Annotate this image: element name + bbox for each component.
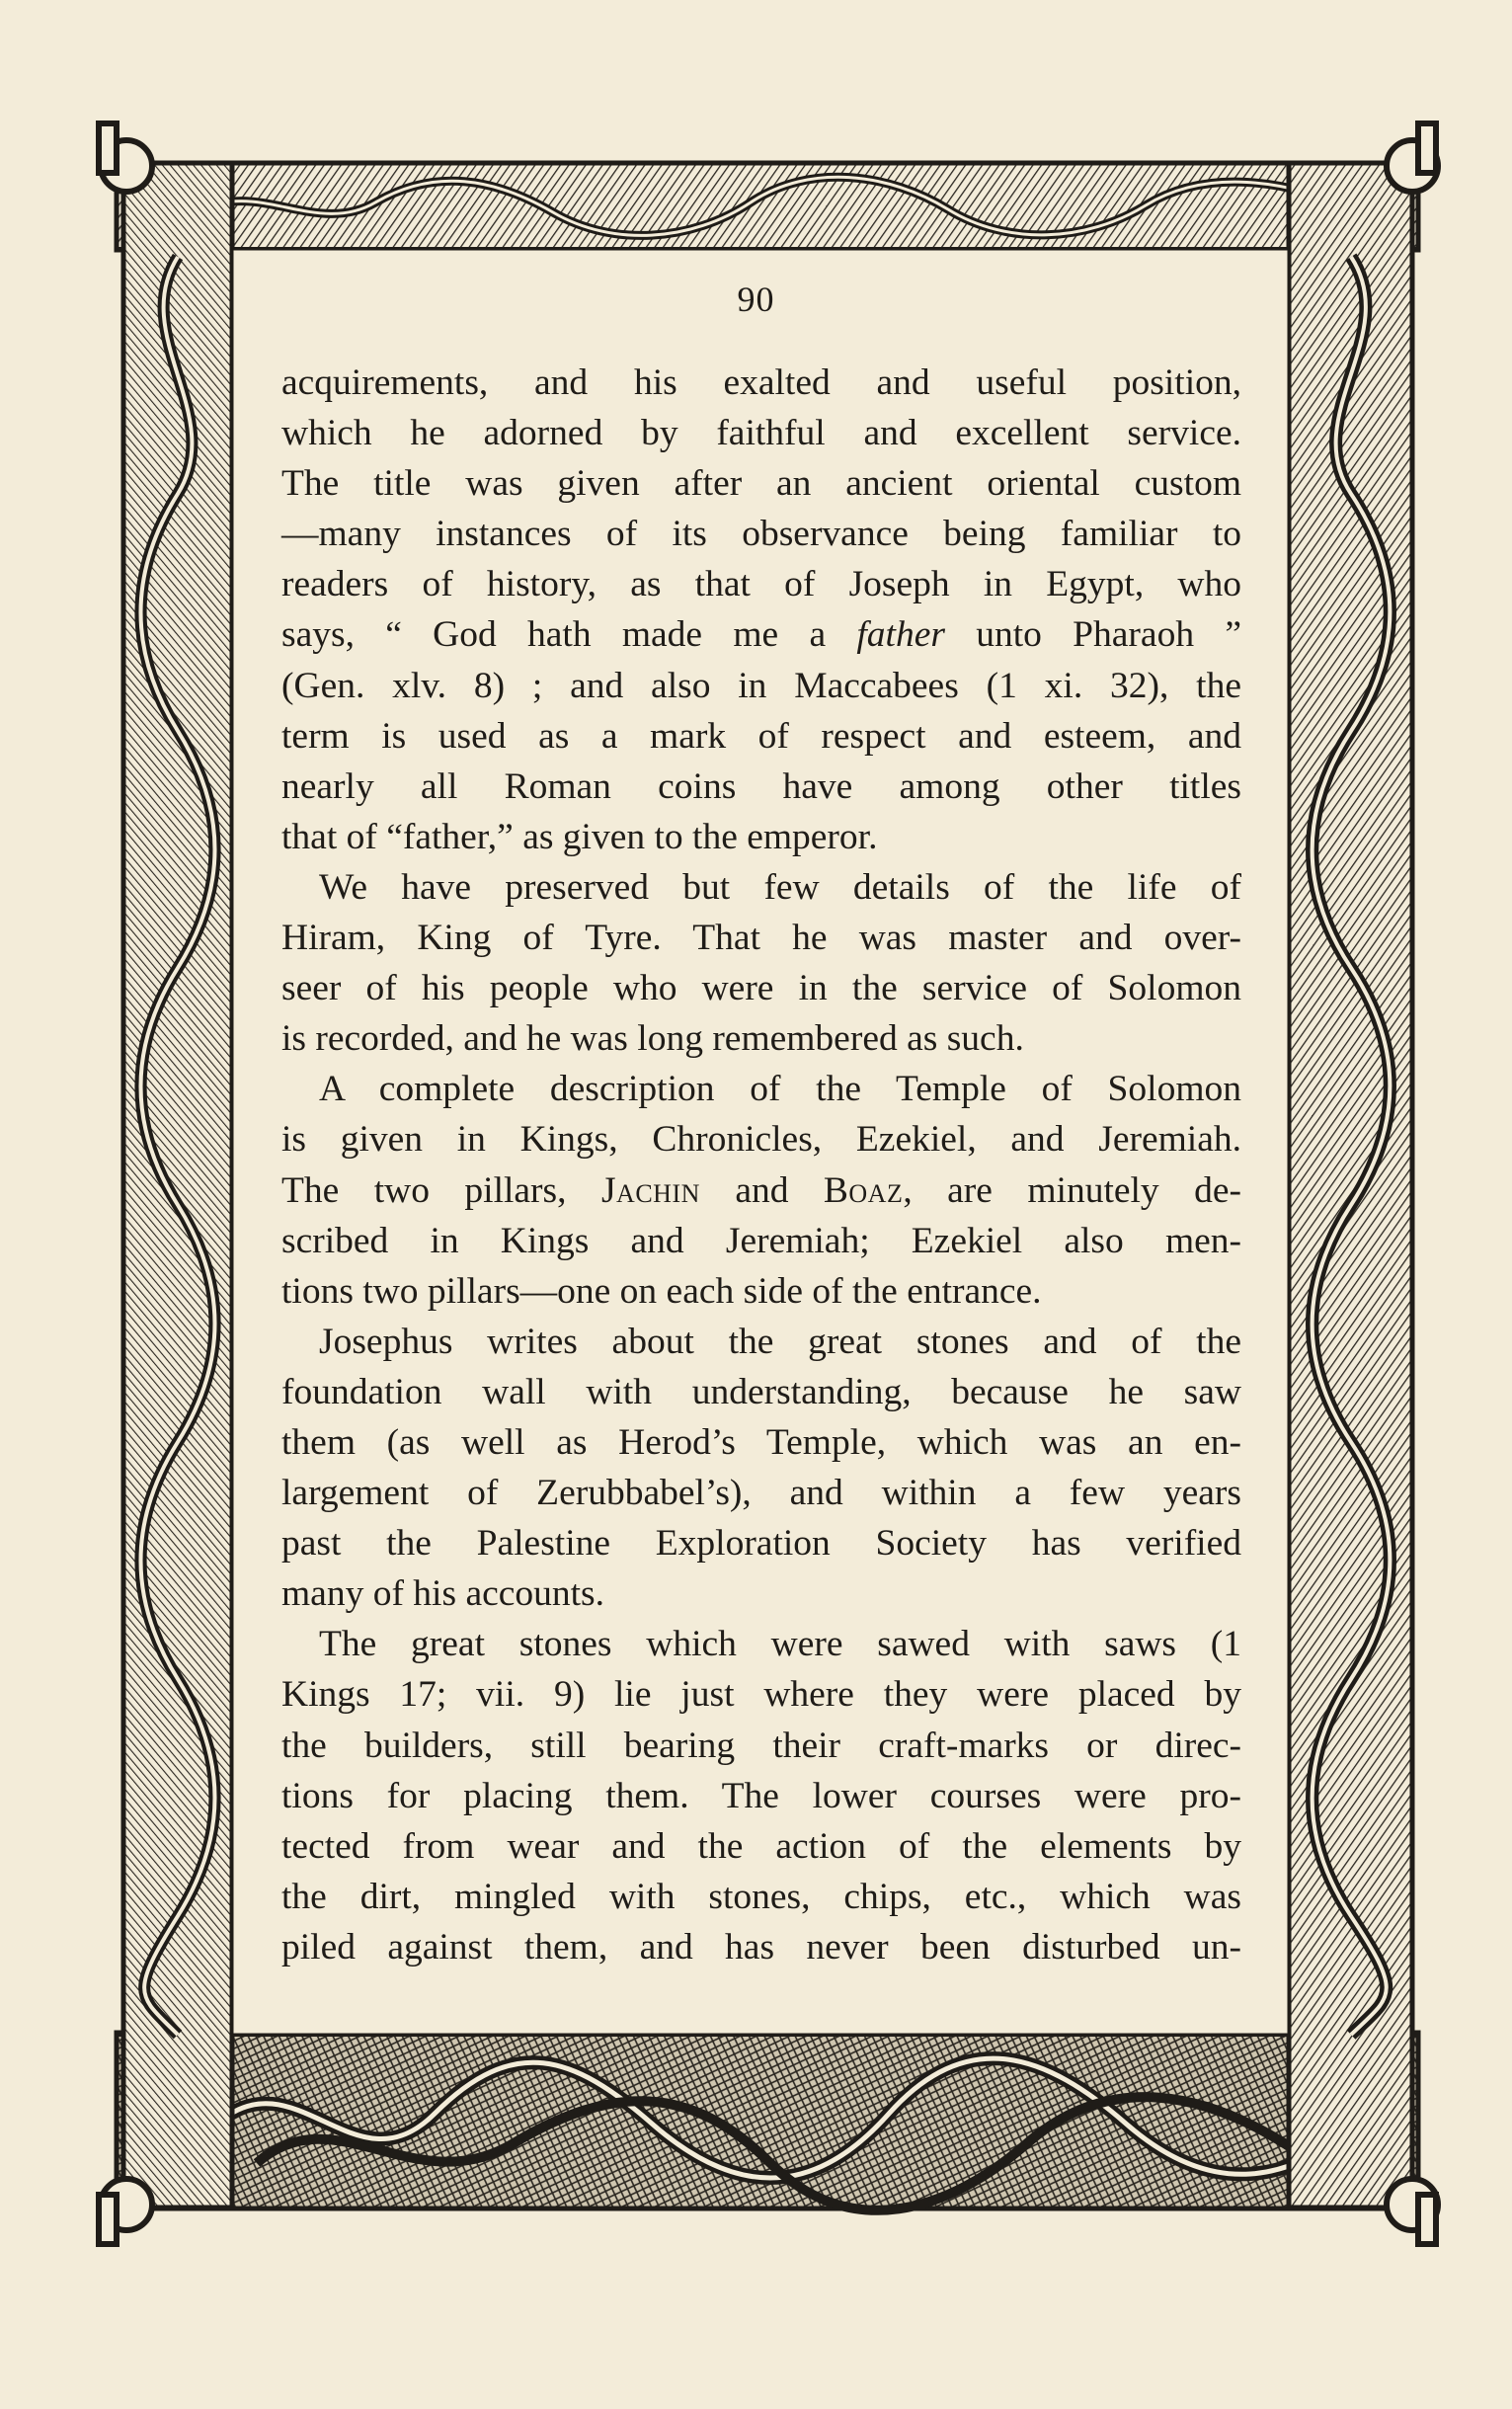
paragraph-p3 bbox=[281, 1064, 1241, 1316]
top-border-band bbox=[117, 163, 1418, 250]
text-line: The title was given after an ancient oriental custom bbox=[281, 463, 1241, 505]
text-line: acquirements, and his exalted and useful position, bbox=[281, 362, 1241, 403]
paragraph-p2 bbox=[281, 862, 1241, 1064]
text-line: seer of his people who were in the service of Solomon bbox=[281, 968, 1241, 1009]
text-line: says, “ God hath made me a father unto Pharaoh ” bbox=[281, 614, 1241, 656]
text-line: The great stones which were sawed with saws (1 bbox=[319, 1624, 1241, 1665]
text-line: that of “father,” as given to the emperor. bbox=[281, 816, 878, 857]
right-border-band bbox=[1289, 163, 1412, 2208]
page-number: 90 bbox=[737, 280, 775, 319]
text-line: past the Palestine Exploration Society has verified bbox=[281, 1523, 1241, 1565]
italic-word: father bbox=[856, 614, 945, 656]
text-line: readers of history, as that of Joseph in Egypt, who bbox=[281, 564, 1241, 605]
paragraph-p1 bbox=[281, 358, 1241, 862]
text-line: The two pillars, Jachin and Boaz, are minutely de- bbox=[281, 1169, 1241, 1211]
text-line: is given in Kings, Chronicles, Ezekiel, and Jeremiah. bbox=[281, 1119, 1241, 1161]
text-line: them (as well as Herod’s Temple, which was an en- bbox=[281, 1421, 1241, 1463]
text-line: term is used as a mark of respect and esteem, and bbox=[281, 715, 1241, 757]
text-line: the dirt, mingled with stones, chips, etc., which was bbox=[281, 1876, 1241, 1917]
paragraph-p5 bbox=[281, 1619, 1241, 1972]
text-line: A complete description of the Temple of Solomon bbox=[319, 1069, 1241, 1110]
text-line: Josephus writes about the great stones and of the bbox=[319, 1321, 1241, 1362]
left-border-band bbox=[123, 163, 232, 2208]
text-line: (Gen. xlv. 8) ; and also in Maccabees (1 xi. 32), the bbox=[281, 665, 1241, 706]
text-line: tected from wear and the action of the elements by bbox=[281, 1825, 1241, 1867]
text-line: —many instances of its observance being familiar to bbox=[281, 514, 1241, 555]
small-caps-word: Jachin bbox=[600, 1169, 700, 1211]
text-line: We have preserved but few details of the life of bbox=[319, 866, 1241, 908]
text-line: the builders, still bearing their craft-marks or direc- bbox=[281, 1725, 1241, 1766]
bottom-border-band bbox=[117, 2033, 1418, 2210]
text-line: foundation wall with understanding, because he saw bbox=[281, 1371, 1241, 1412]
text-line: Hiram, King of Tyre. That he was master and over- bbox=[281, 918, 1241, 959]
text-line: is recorded, and he was long remembered as such. bbox=[281, 1018, 1024, 1060]
text-line: scribed in Kings and Jeremiah; Ezekiel also men- bbox=[281, 1220, 1241, 1261]
text-line: tions two pillars—one on each side of the entrance. bbox=[281, 1270, 1042, 1312]
body-text bbox=[281, 358, 1241, 1972]
paragraph-p4 bbox=[281, 1317, 1241, 1620]
text-line: largement of Zerubbabel’s), and within a few years bbox=[281, 1473, 1241, 1514]
small-caps-word: Boaz bbox=[823, 1169, 904, 1211]
text-line: which he adorned by faithful and excellent service. bbox=[281, 413, 1241, 454]
text-line: many of his accounts. bbox=[281, 1573, 605, 1615]
text-line: Kings 17; vii. 9) lie just where they were placed by bbox=[281, 1674, 1241, 1716]
text-line: nearly all Roman coins have among other titles bbox=[281, 765, 1241, 807]
text-line: piled against them, and has never been disturbed un- bbox=[281, 1926, 1241, 1967]
text-line: tions for placing them. The lower courses were pro- bbox=[281, 1775, 1241, 1816]
